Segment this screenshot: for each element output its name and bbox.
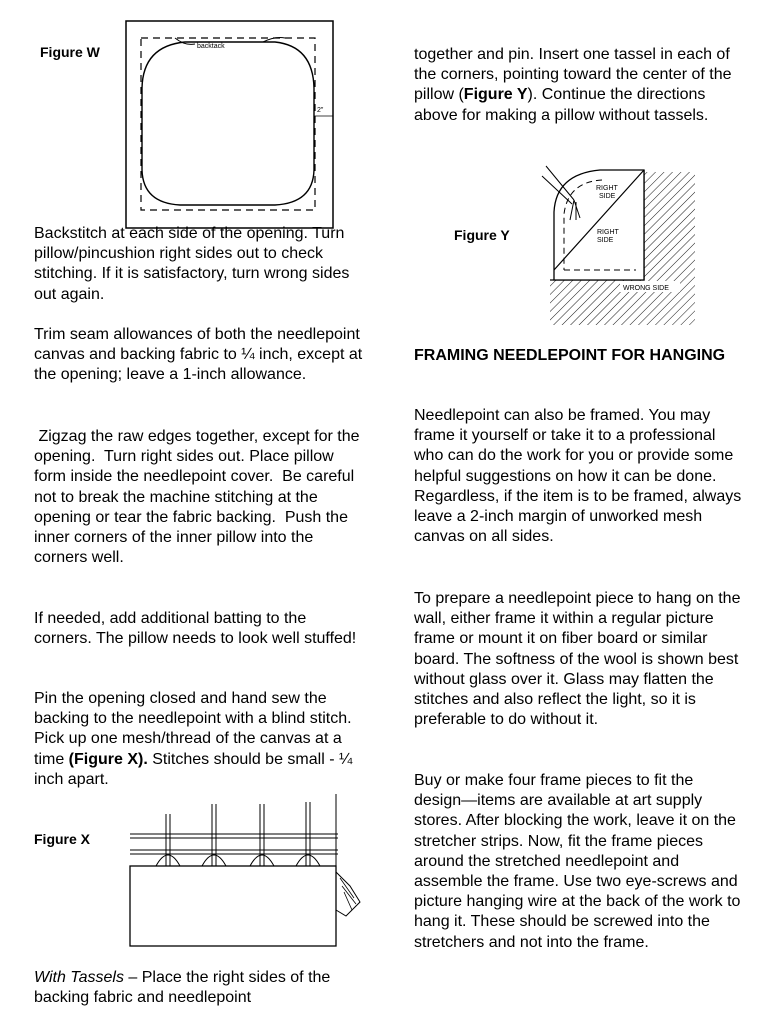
paragraph-insert-tassel: together and pin. Insert one tassel in each of the corners, pointing toward the center of the pillow (Figure Y). Continue the directions above for making a pillow without tassels. — [414, 46, 732, 124]
svg-text:backtack: backtack — [197, 43, 225, 50]
figure-x-diagram — [128, 794, 368, 954]
figure-w-diagram — [125, 20, 335, 230]
paragraph-framed: Needlepoint can also be framed. You may frame it yourself or take it to a professional who can do the work for you or provide some helpful suggestions on how it can be done. Regardless, if the item is to be framed, always leave a 2-inch margin of unworked mesh canvas on all sides. — [414, 407, 742, 546]
paragraph-with-tassels: With Tassels – Place the right sides of the backing fabric and needlepoint — [34, 969, 331, 1007]
svg-text:RIGHT: RIGHT — [597, 229, 619, 236]
heading-framing: FRAMING NEEDLEPOINT FOR HANGING — [414, 347, 726, 364]
svg-text:2": 2" — [317, 107, 324, 114]
figure-x-label: Figure X — [34, 831, 91, 847]
svg-text:SIDE: SIDE — [599, 193, 616, 200]
paragraph-prepare-hang: To prepare a needlepoint piece to hang on the wall, either frame it within a regular picture frame or mount it on fiber board or similar board. The softness of the wool is shown best without glass over it. Glass may flatten the stitches and also reflect the light, so it is preferable to do without it. — [414, 590, 741, 729]
paragraph-batting: If needed, add additional batting to the corners. The pillow needs to look well stuffed! — [34, 610, 357, 648]
figure-y-label: Figure Y — [454, 227, 510, 243]
svg-text:RIGHT: RIGHT — [596, 185, 618, 192]
paragraph-zigzag: Zigzag the raw edges together, except for the opening. Turn right sides out. Place pillow form inside the needlepoint cover. Be careful not to break the machine stitching at the opening or tear the fabric backing. Push the inner corners of the inner pillow into the corners well. — [34, 428, 364, 567]
figure-w-label: Figure W — [40, 44, 100, 60]
svg-text:SIDE: SIDE — [597, 237, 614, 244]
paragraph-backstitch: Backstitch at each side of the opening. Turn pillow/pincushion right sides out to check stitching. If it is satisfactory, turn wrong sides out again. — [34, 225, 350, 303]
paragraph-pin-opening: Pin the opening closed and hand sew the backing to the needlepoint with a blind stitch. Pick up one mesh/thread of the canvas at a time (Figure X). Stitches should be small - ¼ inch apart. — [34, 690, 353, 788]
paragraph-frame-pieces: Buy or make four frame pieces to fit the design—items are available at art supply stores. After blocking the work, leave it on the stretcher strips. Now, fit the frame pieces around the stretched needlepoint and assemble the frame. Use two eye-screws and picture hanging wire at the back of the work to hang it. These should be screwed into the stretchers and not into the frame. — [414, 772, 741, 951]
paragraph-trim-seam: Trim seam allowances of both the needlepoint canvas and backing fabric to ¼ inch, except at the opening; leave a 1-inch allowance. — [34, 326, 363, 384]
svg-text:WRONG SIDE: WRONG SIDE — [623, 285, 669, 292]
figure-y-diagram — [540, 160, 700, 325]
